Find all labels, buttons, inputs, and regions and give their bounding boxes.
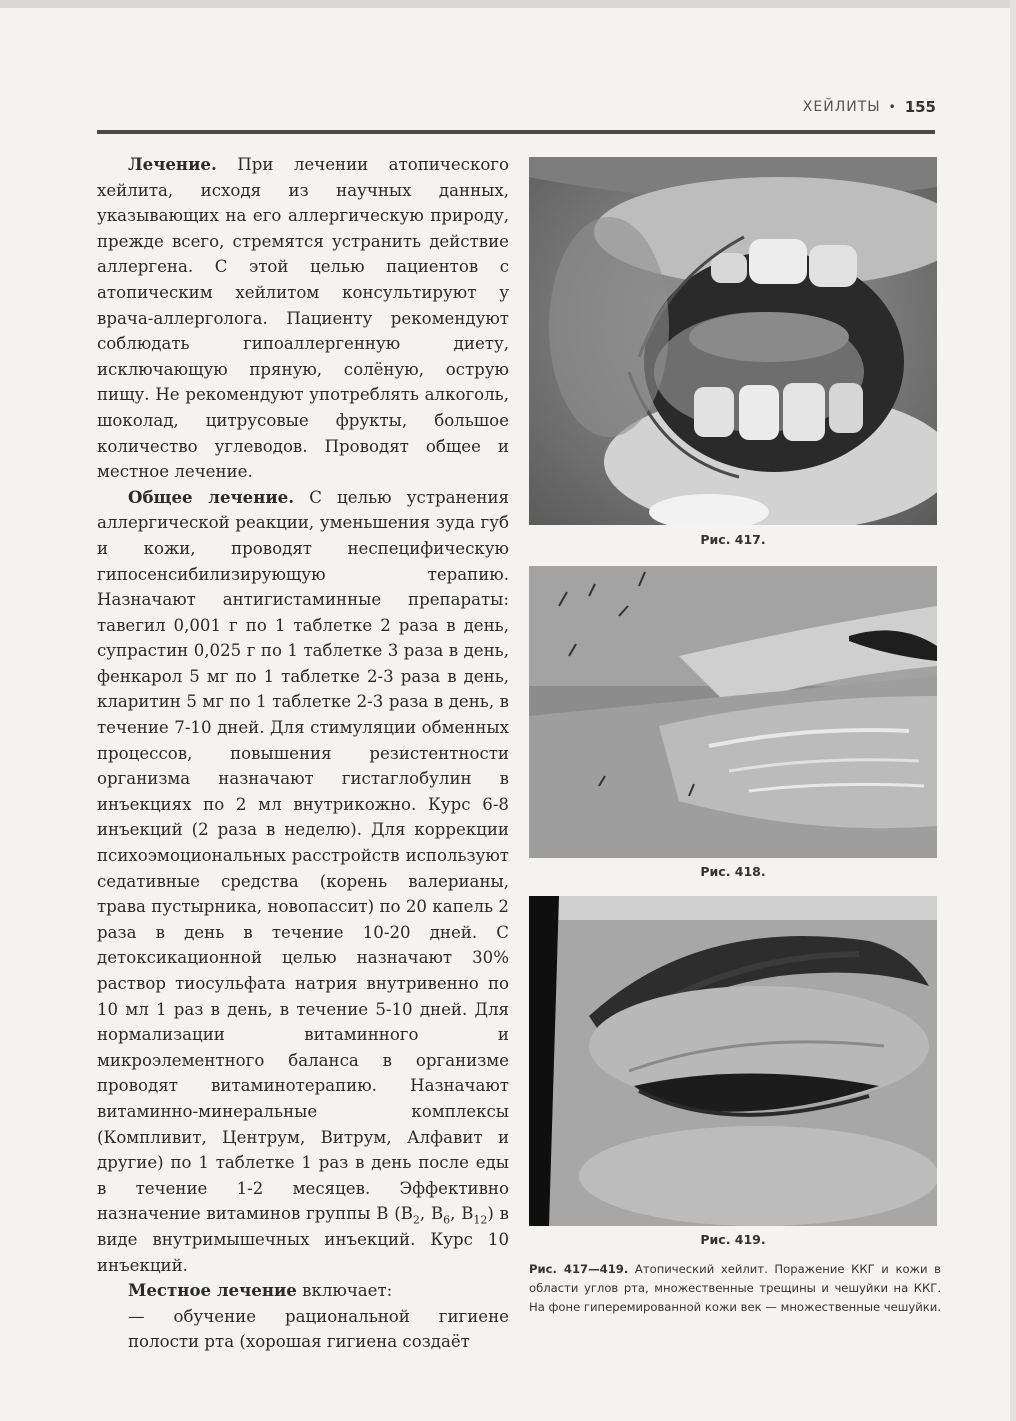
- scan-edge-right: [1010, 0, 1016, 1421]
- subscript: 2: [412, 1213, 420, 1227]
- figure-417-photo: [529, 157, 937, 525]
- paragraph-treatment: [97, 152, 509, 485]
- caption-417: Рис. 417.: [700, 532, 766, 547]
- paragraph-local-treatment: [97, 1278, 509, 1304]
- figure-legend: [529, 1260, 941, 1317]
- figure-419-photo: [529, 896, 937, 1226]
- caption-418: Рис. 418.: [700, 864, 766, 879]
- paragraph-heading: Местное лечение: [128, 1280, 297, 1301]
- scan-edge-top: [0, 0, 1016, 8]
- header-rule: [97, 130, 935, 134]
- paragraph-text: , B: [450, 1204, 474, 1224]
- paragraph-general-treatment: [97, 485, 509, 1278]
- paragraph-text: включает:: [296, 1281, 393, 1301]
- header-bullet: •: [888, 100, 897, 114]
- legend-head: Рис. 417—419.: [529, 1262, 629, 1276]
- subscript: 12: [473, 1213, 488, 1227]
- section-title: ХЕЙЛИТЫ: [802, 99, 881, 115]
- running-head: [803, 98, 936, 116]
- body-text: [97, 152, 509, 1355]
- page-number: 155: [904, 98, 936, 116]
- paragraph-text: ) в виде внутримышечных инъекций. Курс 10 инъекций.: [97, 1204, 509, 1275]
- legend-text: Атопический хейлит. Поражение ККГ и кожи в области углов рта, множественные трещины и чешуйки на ККГ. На фоне гиперемированной кожи век — множественные чешуйки.: [529, 1262, 942, 1314]
- paragraph-text: При лечении атопического хейлита, исходя из научных данных, указывающих на его аллергическую природу, прежде всего, стремятся устранить действие аллергена. С этой целью пациентов с атопическим хейлитом консультируют у врача-аллерголога. Пациенту рекомендуют соблюдать гипоаллергенную диету, исключающую пряную, солёную, острую пищу. Не рекомендуют употреблять алкоголь, шоколад, цитрусовые фрукты, большое количество углеводов. Проводят общее и местное лечение.: [97, 155, 509, 482]
- paragraph-text: , B: [419, 1204, 444, 1224]
- figure-418-photo: [529, 566, 937, 858]
- list-item: — обучение рациональной гигиене полости рта (хорошая гигиена создаёт: [128, 1306, 509, 1352]
- subscript: 6: [443, 1213, 451, 1227]
- paragraph-heading: Общее лечение.: [128, 486, 295, 507]
- paragraph-heading: Лечение.: [128, 154, 217, 174]
- paragraph-text: С целью устранения аллергической реакции, уменьшения зуда губ и кожи, проводят неспецифическую гипосенсибилизирующую терапию. Назначают антигистаминные препараты: тавегил 0,001 г по 1 таблетке 2 раза в день, супрастин 0,025 г по 1 таблетке 3 раза в день, фенкарол 5 мг по 1 таблетке 2-3 раза в день, кларитин 5 мг по 1 таблетке 2-3 раза в день, в течение 7-10 дней. Для стимуляции обменных процессов, повышения резистентности организма назначают гистаглобулин в инъекциях по 2 мл внутрикожно. Курс 6-8 инъекций (2 раза в неделю). Для коррекции психоэмоциональных расстройств используют седативные средства (корень валерианы, трава пустырника, новопассит) по 20 капель 2 раза в день в течение 10-20 дней. С детоксикационной целью назначают 30% раствор тиосульфата натрия внутривенно по 10 мл 1 раз в день, в течение 5-10 дней. Для нормализации витаминного и микроэлементного баланса в организме проводят витаминотерапию. Назначают витаминно-минеральные комплексы (Компливит, Центрум, Витрум, Алфавит и другие) по 1 таблетке 1 раз в день после еды в течение 1-2 месяцев. Эффективно назначение витаминов группы B (B: [97, 487, 509, 1224]
- caption-419: Рис. 419.: [700, 1232, 766, 1247]
